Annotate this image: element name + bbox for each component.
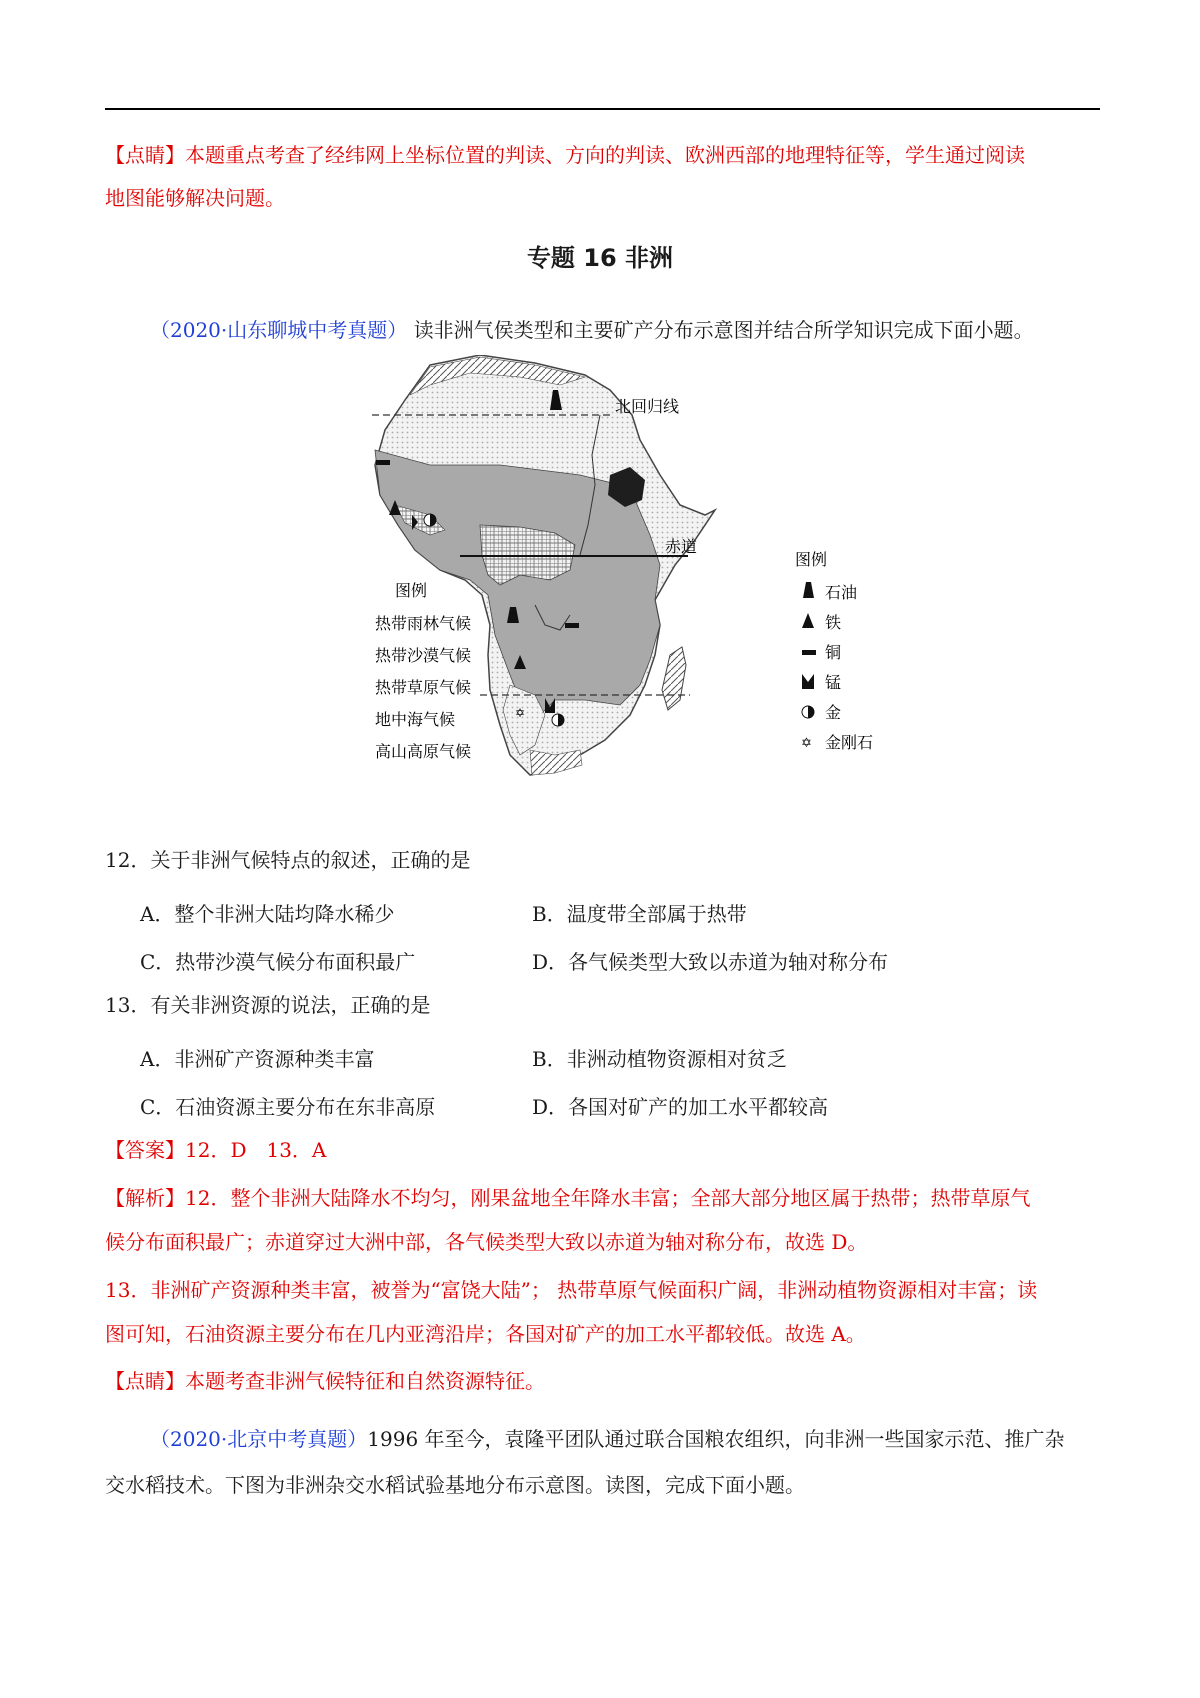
q13-option-c: C．石油资源主要分布在东非高原 xyxy=(140,1095,436,1119)
analysis-line-1 xyxy=(105,1178,1105,1218)
q13-option-b: B．非洲动植物资源相对贫乏 xyxy=(532,1047,787,1071)
legend-savanna-label: 热带草原气候 xyxy=(375,678,472,697)
analysis-tag: 【解析】 xyxy=(105,1186,185,1210)
q12-option-b: B．温度带全部属于热带 xyxy=(532,902,747,926)
intro-1 xyxy=(150,310,1034,350)
legend-oil-label: 石油 xyxy=(825,583,858,602)
equator-label: 赤道 xyxy=(665,537,698,556)
answer xyxy=(105,1130,326,1170)
note2-tag: 【点睛】 xyxy=(105,1369,185,1393)
legend-rainforest-label: 热带雨林气候 xyxy=(375,614,472,633)
answer-tag: 【答案】 xyxy=(105,1138,185,1162)
diamond-icon: ✡ xyxy=(801,736,812,751)
source-label-2: （2020·北京中考真题） xyxy=(150,1427,368,1451)
tropic-label: 北回归线 xyxy=(615,397,680,416)
q12-option-a: A．整个非洲大陆均降水稀少 xyxy=(140,902,395,926)
note-2 xyxy=(105,1361,545,1401)
copper-mark xyxy=(565,623,579,628)
copper-mark xyxy=(376,460,390,465)
manganese-icon xyxy=(802,674,814,689)
note-text: 本题重点考查了经纬网上坐标位置的判读、方向的判读、欧洲西部的地理特征等，学生通过阅读 xyxy=(185,143,1025,167)
intro2-text-1: 1996 年至今，袁隆平团队通过联合国粮农组织，向非洲一些国家示范、推广杂 xyxy=(367,1427,1065,1451)
header-rule xyxy=(105,108,1100,110)
oil-icon xyxy=(803,582,814,598)
q12-option-d: D．各气候类型大致以赤道为轴对称分布 xyxy=(532,950,889,974)
copper-icon xyxy=(802,650,816,655)
legend-right-title: 图例 xyxy=(795,550,828,569)
africa-climate-map xyxy=(370,355,875,830)
section-title: 专题 16 非洲 xyxy=(526,244,674,272)
source-label: （2020·山东聊城中考真题） xyxy=(150,318,408,342)
analysis-line-2: 候分布面积最广；赤道穿过大洲中部，各气候类型大致以赤道为轴对称分布，故选 D。 xyxy=(105,1230,868,1254)
top-note-line2: 地图能够解决问题。 xyxy=(105,186,285,210)
legend-iron-label: 铁 xyxy=(825,613,842,632)
iron-icon xyxy=(802,613,814,628)
diamond-mark: ✡ xyxy=(515,706,526,720)
note-tag: 【点睛】 xyxy=(105,143,185,167)
note2-text: 本题考查非洲气候特征和自然资源特征。 xyxy=(185,1369,545,1393)
legend-right xyxy=(801,582,873,752)
legend-highland-label: 高山高原气候 xyxy=(375,742,472,761)
intro-text: 读非洲气侯类型和主要矿产分布示意图并结合所学知识完成下面小题。 xyxy=(407,318,1034,342)
top-note xyxy=(105,135,1105,175)
legend-left-title: 图例 xyxy=(395,581,428,600)
legend-mediterranean-label: 地中海气候 xyxy=(375,710,456,729)
q13-option-d: D．各国对矿产的加工水平都较高 xyxy=(532,1095,829,1119)
intro-2-line2: 交水稻技术。下图为非洲杂交水稻试验基地分布示意图。读图，完成下面小题。 xyxy=(105,1473,805,1497)
legend-desert-label: 热带沙漠气候 xyxy=(375,646,472,665)
answer-text: 12．D 13．A xyxy=(185,1138,327,1162)
q13-option-a: A．非洲矿产资源种类丰富 xyxy=(140,1047,375,1071)
analysis-text-1: 12．整个非洲大陆降水不均匀，刚果盆地全年降水丰富；全部大部分地区属于热带；热带草原气 xyxy=(185,1186,1031,1210)
analysis-line-3: 13．非洲矿产资源种类丰富，被誉为“富饶大陆”； 热带草原气候面积广阔，非洲动植物资源相对丰富；读 xyxy=(105,1278,1038,1302)
legend-left xyxy=(370,614,471,761)
q12-stem: 12．关于非洲气候特点的叙述，正确的是 xyxy=(105,848,471,872)
q13-stem: 13．有关非洲资源的说法，正确的是 xyxy=(105,993,431,1017)
legend-diamond-label: 金刚石 xyxy=(825,733,874,752)
q12-option-c: C．热带沙漠气候分布面积最广 xyxy=(140,950,416,974)
madagascar xyxy=(662,647,686,710)
legend-gold-label: 金 xyxy=(825,703,842,722)
legend-manganese-label: 锰 xyxy=(825,673,842,692)
intro-2 xyxy=(150,1419,1110,1459)
legend-copper-label: 铜 xyxy=(825,643,842,662)
analysis-line-4: 图可知，石油资源主要分布在几内亚湾沿岸；各国对矿产的加工水平都较低。故选 A。 xyxy=(105,1322,866,1346)
